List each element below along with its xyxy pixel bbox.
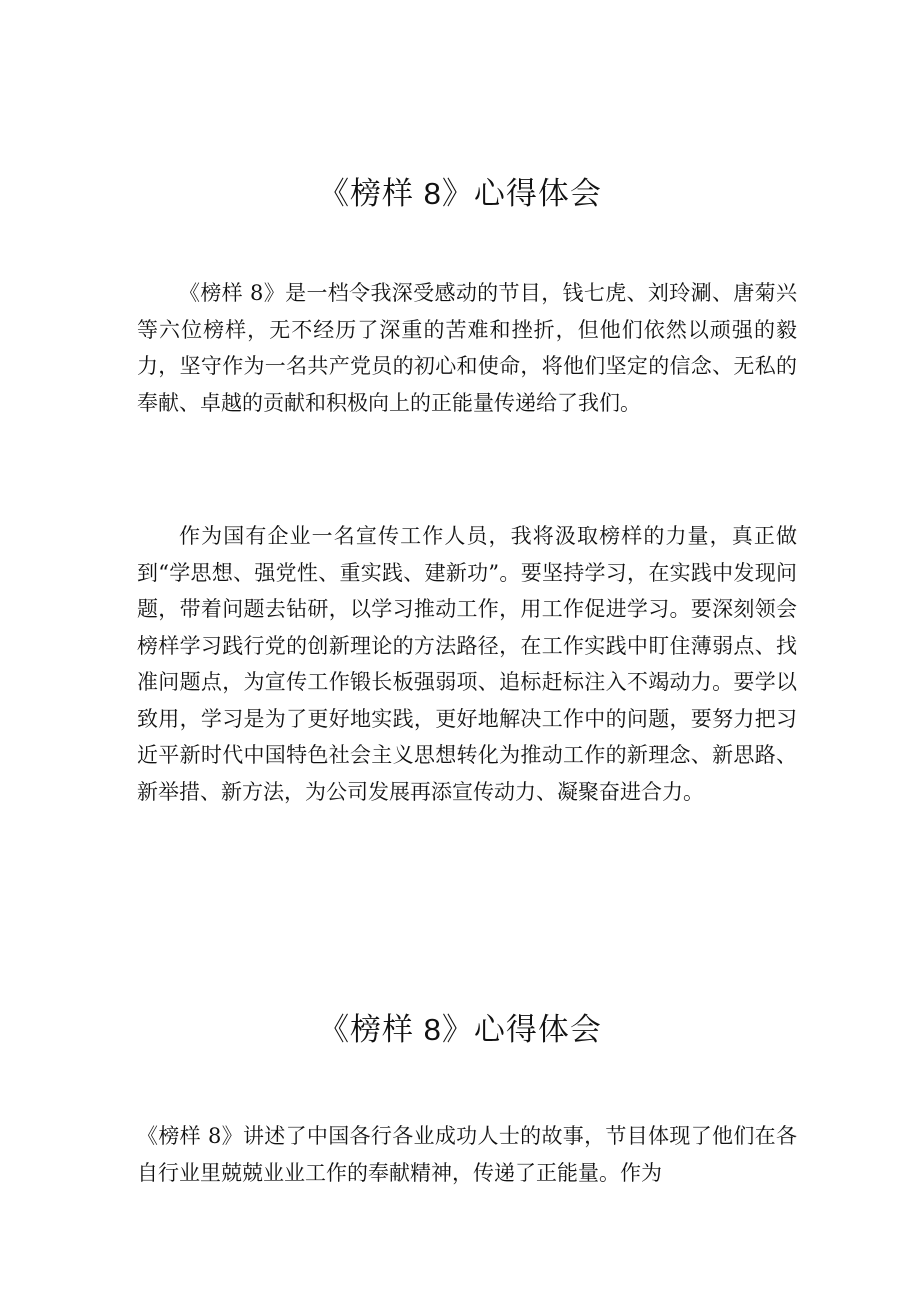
section-2-title: 《榜样 8》心得体会 (318, 1012, 602, 1047)
section-1-title: 《榜样 8》心得体会 (318, 176, 602, 211)
section-1-paragraph-2: 作为国有企业一名宣传工作人员，我将汲取榜样的力量，真正做到“学思想、强党性、重实践、建新功”。要坚持学习，在实践中发现问题，带着问题去钻研，以学习推动工作，用工作促进学习。要深刻领会榜样学习践行党的创新理论的方法路径，在工作实践中盯住薄弱点、找准问题点，为宣传工作锻长板强弱项、追标赶标注入不竭动力。要学以致用，学习是为了更好地实践，更好地解决工作中的问题，要努力把习近平新时代中国特色社会主义思想转化为推动工作的新理念、新思路、新举措、新方法，为公司发展再添宣传动力、凝聚奋进合力。 (137, 524, 797, 804)
section-2-paragraph-1: 《榜样 8》讲述了中国各行各业成功人士的故事，节目体现了他们在各自行业里兢兢业业工作的奉献精神，传递了正能量。作为 (137, 1124, 797, 1185)
section-1-paragraph-1: 《榜样 8》是一档令我深受感动的节目，钱七虎、刘玲涮、唐菊兴等六位榜样，无不经历了深重的苦难和挫折，但他们依然以顽强的毅力，坚守作为一名共产党员的初心和使命，将他们坚定的信念、无私的奉献、卓越的贡献和积极向上的正能量传递给了我们。 (137, 281, 797, 415)
